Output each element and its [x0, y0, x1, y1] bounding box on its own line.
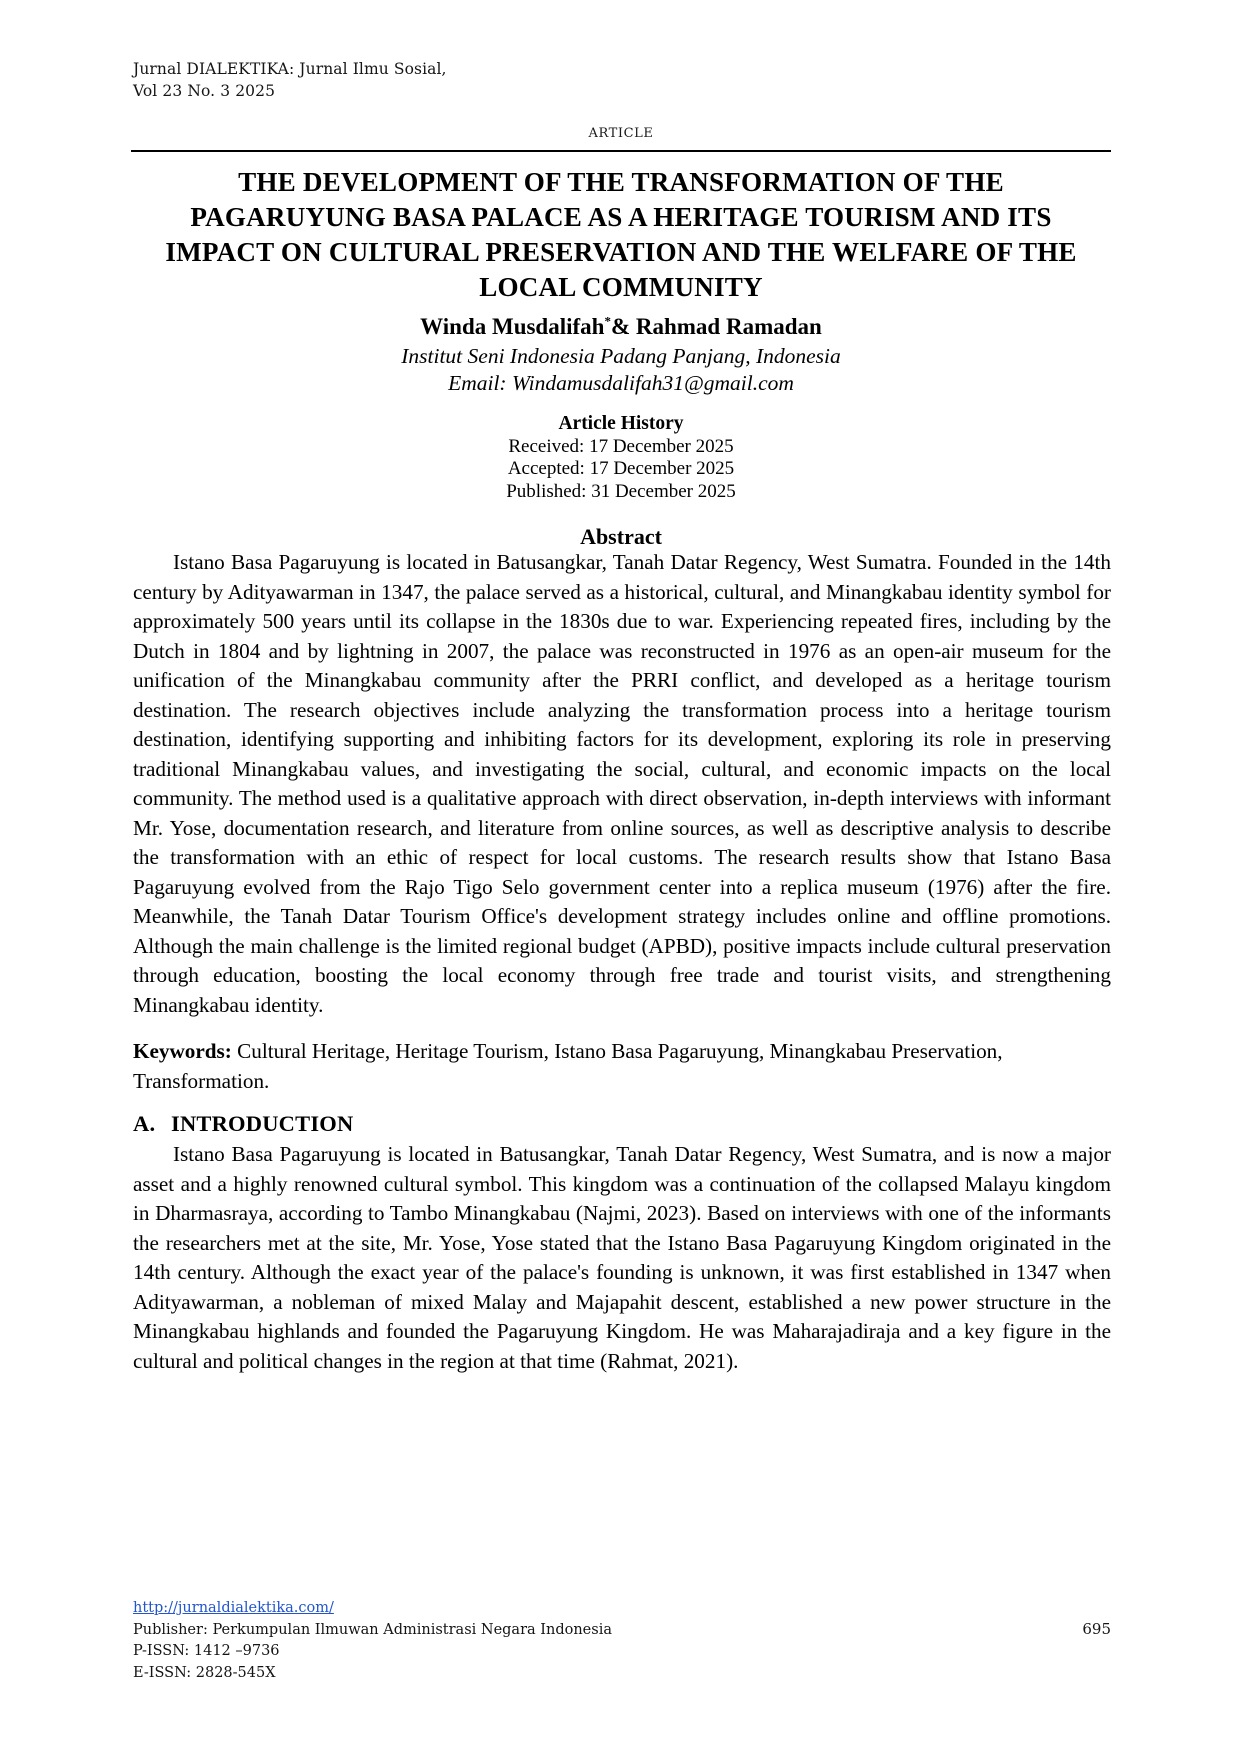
- article-history-published: Published: 31 December 2025: [506, 480, 736, 502]
- page-footer: [133, 1598, 612, 1684]
- author-first: Winda Musdalifah: [420, 314, 605, 339]
- author-email: Email: Windamusdalifah31@gmail.com: [448, 371, 794, 395]
- article-type-label: ARTICLE: [588, 126, 654, 141]
- keywords-label: Keywords:: [133, 1039, 232, 1063]
- running-head: [133, 58, 447, 102]
- footer-p-issn: P-ISSN: 1412 –9736: [133, 1643, 280, 1659]
- keywords-line: [133, 1037, 1111, 1096]
- page-title: THE DEVELOPMENT OF THE TRANSFORMATION OF THE PAGARUYUNG BASA PALACE AS A HERITAGE TOURISM AND ITS IMPACT ON CULTURAL PRESERVATION AND THE WELFARE OF THE LOCAL COMMUNITY: [165, 166, 1077, 302]
- author-affiliation: Institut Seni Indonesia Padang Panjang, Indonesia: [401, 344, 841, 368]
- journal-url-link[interactable]: http://jurnaldialektika.com/: [133, 1600, 334, 1616]
- abstract-body: Istano Basa Pagaruyung is located in Batusangkar, Tanah Datar Regency, West Sumatra. Founded in the 14th century by Adityawarman in 1347, the palace served as a historical, cultural, and Minangkabau identity symbol for approximately 500 years until its collapse in the 1830s due to war. Experiencing repeated fires, including by the Dutch in 1804 and by lightning in 2007, the palace was reconstructed in 1976 as an open-air museum for the unification of the Minangkabau community after the PRRI conflict, and developed as a heritage tourism destination. The research objectives include analyzing the transformation process into a heritage tourism destination, identifying supporting and inhibiting factors for its development, exploring its role in preserving traditional Minangkabau values, and investigating the social, cultural, and economic impacts on the local community. The method used is a qualitative approach with direct observation, in-depth interviews with informant Mr. Yose, documentation research, and literature from online sources, as well as descriptive analysis to describe the transformation with an ethic of respect for local customs. The research results show that Istano Basa Pagaruyung evolved from the Rajo Tigo Selo government center into a replica museum (1976) after the fire. Meanwhile, the Tanah Datar Tourism Office's development strategy includes online and offline promotions. Although the main challenge is the limited regional budget (APBD), positive impacts include cultural preservation through education, boosting the local economy through free trade and tourist visits, and strengthening Minangkabau identity.: [133, 550, 1111, 1017]
- article-history-received: Received: 17 December 2025: [508, 435, 734, 457]
- corresponding-author-marker: *: [604, 313, 611, 329]
- running-head-volume: Vol 23 No. 3 2025: [133, 82, 276, 100]
- article-history: [131, 413, 1111, 503]
- footer-publisher: Publisher: Perkumpulan Ilmuwan Administrasi Negara Indonesia: [133, 1621, 612, 1638]
- section-heading-introduction: [133, 1111, 353, 1137]
- running-head-journal: Jurnal DIALEKTIKA: Jurnal Ilmu Sosial,: [133, 60, 447, 78]
- introduction-body: Istano Basa Pagaruyung is located in Batusangkar, Tanah Datar Regency, West Sumatra, and is now a major asset and a highly renowned cultural symbol. This kingdom was a continuation of the collapsed Malayu kingdom in Dharmasraya, according to Tambo Minangkabau (Najmi, 2023). Based on interviews with one of the informants the researchers met at the site, Mr. Yose, Yose stated that the Istano Basa Pagaruyung Kingdom originated in the 14th century. Although the exact year of the palace's founding is unknown, it was first established in 1347 when Adityawarman, a nobleman of mixed Malay and Majapahit descent, established a new power structure in the Minangkabau highlands and founded the Pagaruyung Kingdom. He was Maharajadiraja and a key figure in the cultural and political changes in the region at that time (Rahmat, 2021).: [133, 1142, 1111, 1373]
- section-title: INTRODUCTION: [171, 1111, 354, 1136]
- section-letter: A.: [133, 1111, 156, 1136]
- keywords-value: Cultural Heritage, Heritage Tourism, Istano Basa Pagaruyung, Minangkabau Preservation, Transformation.: [133, 1039, 1003, 1093]
- page-number: 695: [1082, 1620, 1111, 1638]
- footer-e-issn: E-ISSN: 2828-545X: [133, 1664, 276, 1681]
- abstract-heading: Abstract: [580, 524, 662, 549]
- author-rest: & Rahmad Ramadan: [610, 314, 822, 339]
- header-divider: [131, 150, 1111, 152]
- article-history-accepted: Accepted: 17 December 2025: [507, 458, 735, 479]
- author-list: [131, 312, 1111, 342]
- article-history-heading: Article History: [558, 413, 684, 434]
